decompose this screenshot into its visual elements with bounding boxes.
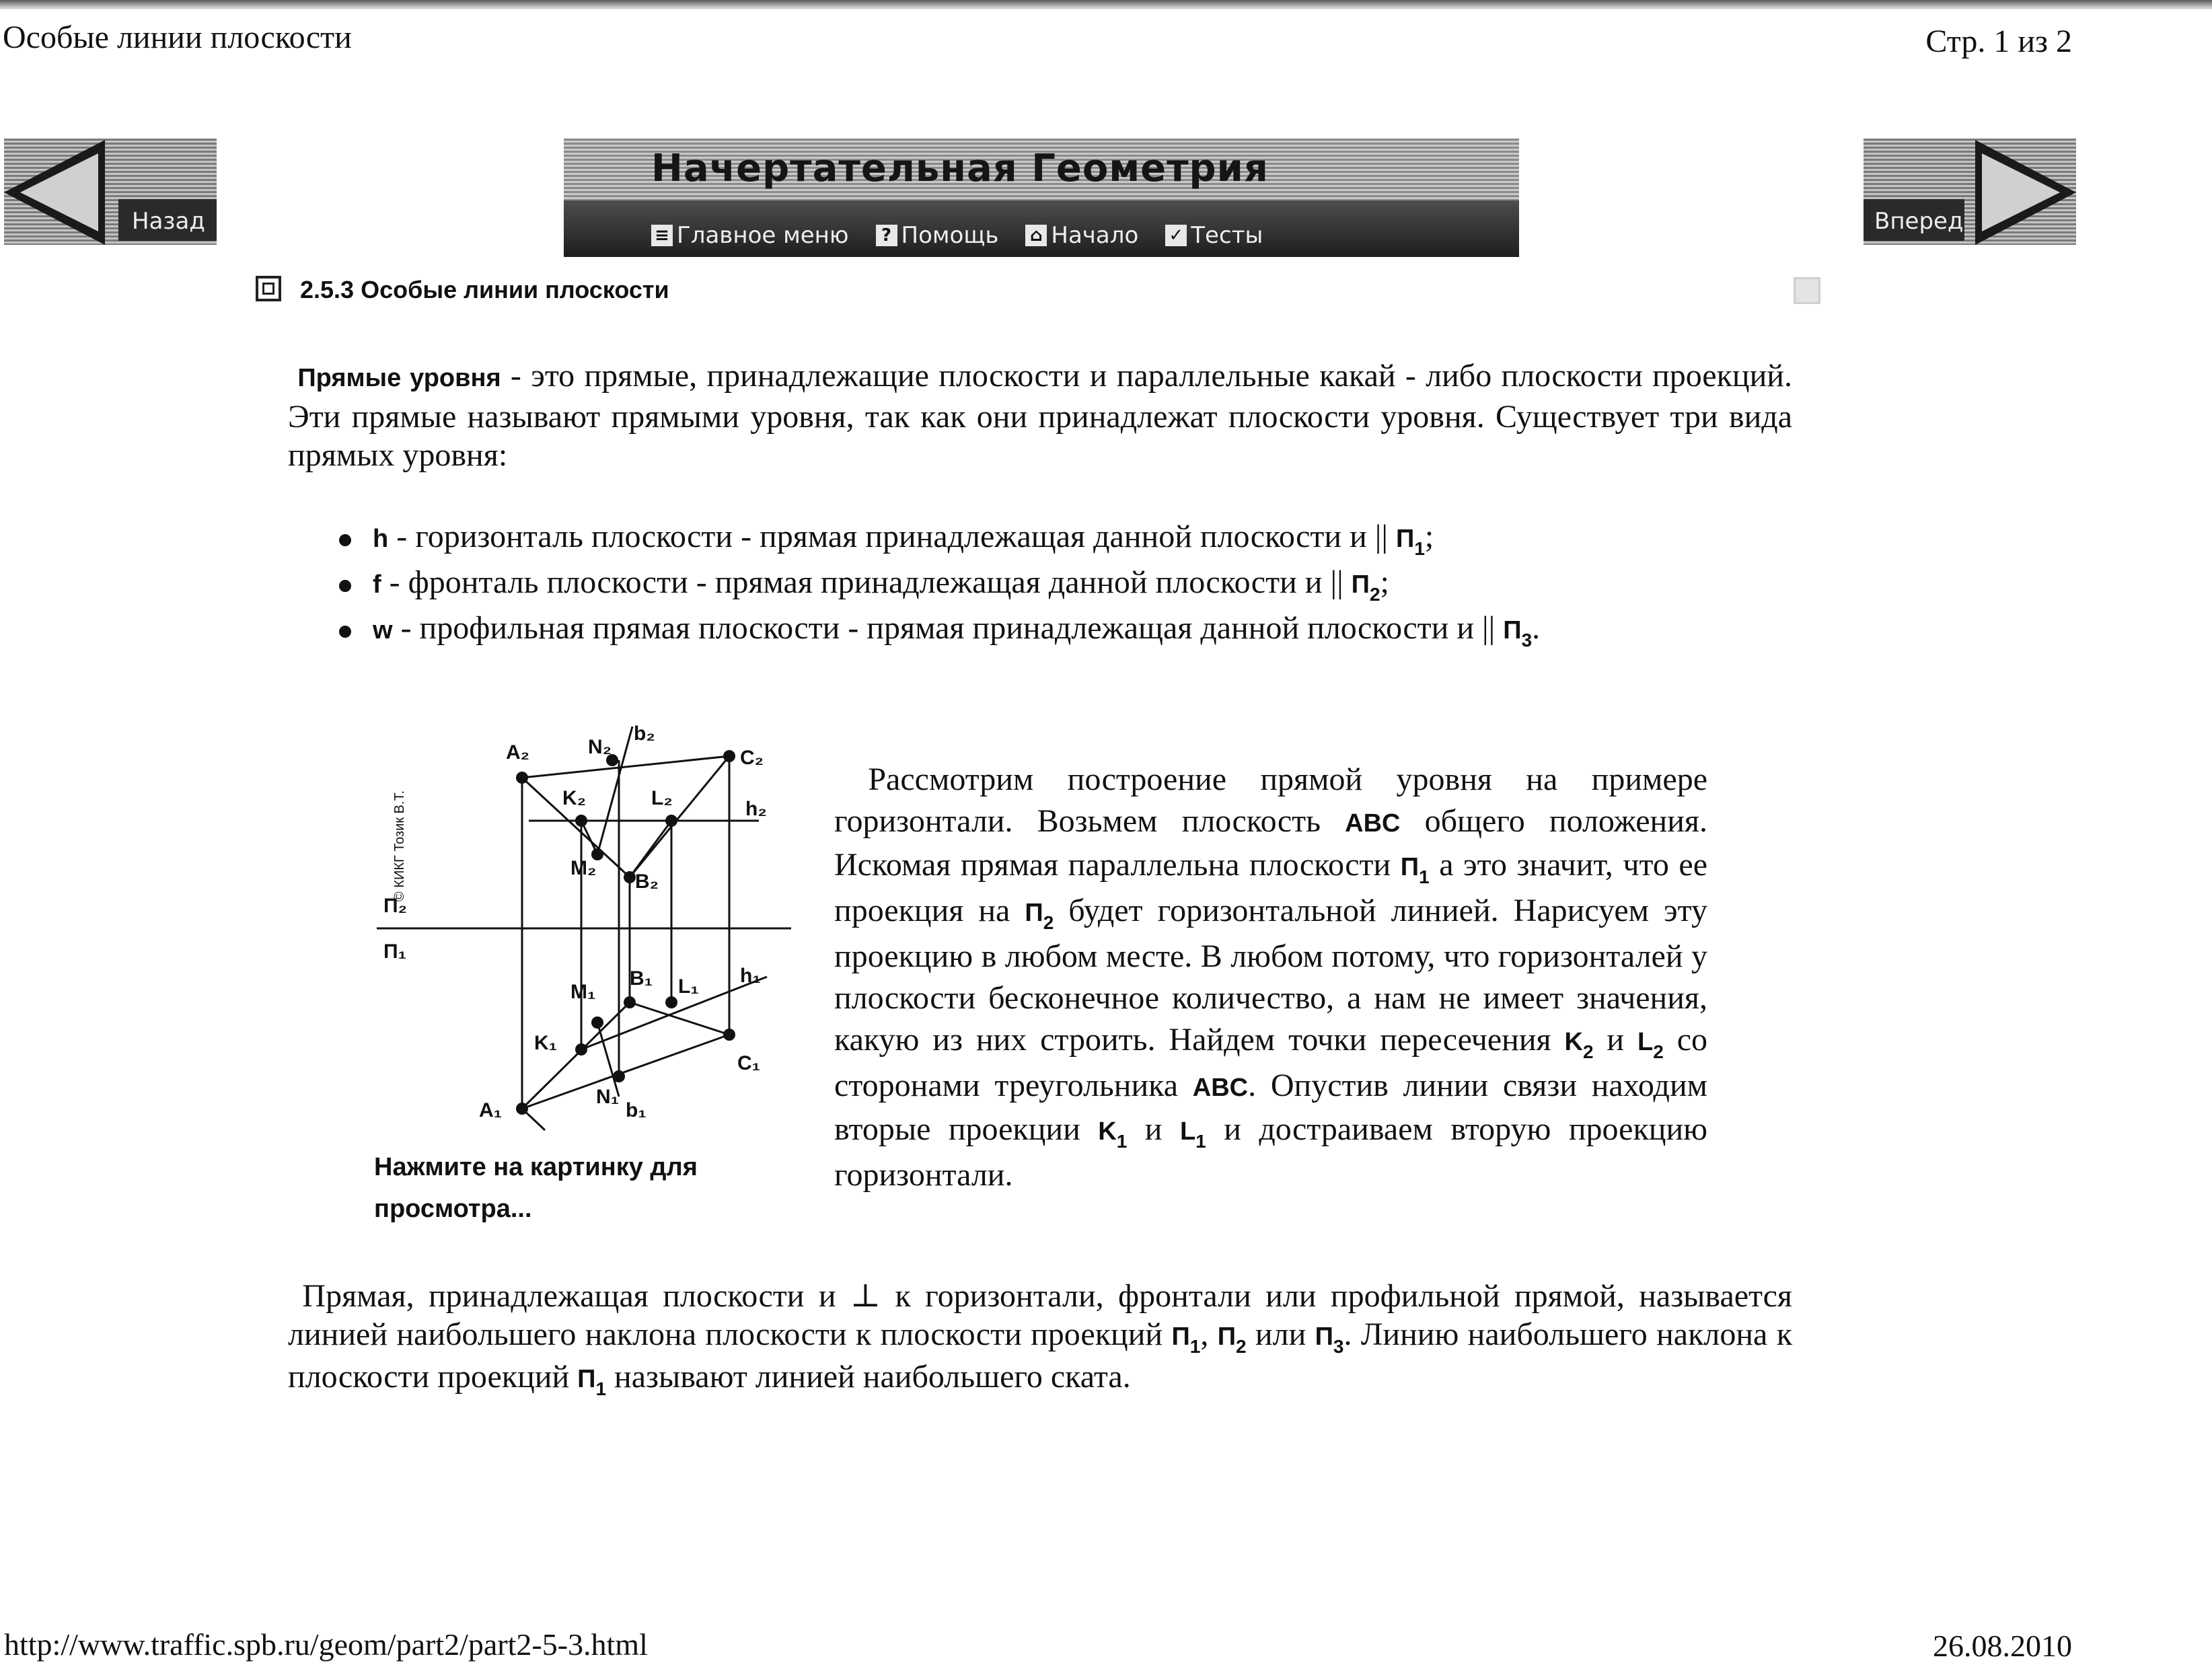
level-lines-list bbox=[336, 518, 1540, 655]
label-p2: П₂ bbox=[383, 895, 407, 917]
label-a1: A₁ bbox=[479, 1099, 503, 1121]
back-arrow-icon bbox=[4, 139, 217, 245]
label-l1: L₁ bbox=[678, 975, 699, 998]
label-k1: K₁ bbox=[534, 1032, 558, 1054]
label-m2: M₂ bbox=[570, 857, 597, 879]
label-n2: N₂ bbox=[588, 736, 612, 758]
steepest-line-paragraph: Прямая, принадлежащая плоскости и ⊥ к горизонтали, фронтали или профильной прямой, называется линией наибольшего наклона плоскости к плоскости проекций $П_1$, $П_2$ или $П_3$. Линию наибольшего наклона к плоскости проекций $П_1$ называют линией наибольшего ската. bbox=[288, 1278, 1793, 1399]
forward-button[interactable] bbox=[1864, 139, 2076, 245]
back-label: Назад bbox=[132, 208, 205, 235]
section-title: 2.5.3 Особые линии плоскости bbox=[300, 276, 669, 303]
main-menu bbox=[651, 222, 1263, 249]
tests-icon: ✓ bbox=[1165, 225, 1187, 246]
home-icon: ⌂ bbox=[1025, 225, 1047, 246]
figure-copyright: © КИКГ Тозик В.Т. bbox=[392, 790, 407, 901]
back-button[interactable] bbox=[4, 139, 217, 245]
label-b1: B₁ bbox=[630, 967, 653, 990]
label-c2: C₂ bbox=[740, 747, 764, 769]
epure-drawing bbox=[377, 713, 794, 1144]
label-k2: K₂ bbox=[562, 787, 586, 809]
menu-item-start[interactable] bbox=[1025, 222, 1138, 249]
menu-item-main-label: Главное меню bbox=[677, 222, 849, 249]
label-h1: h₁ bbox=[740, 965, 761, 987]
label-h2: h₂ bbox=[745, 798, 767, 820]
forward-label: Вперед bbox=[1874, 208, 1964, 235]
label-b1-line: b₁ bbox=[626, 1099, 647, 1121]
explanation-paragraph: Рассмотрим построение прямой уровня на примере горизонтали. Возьмем плоскость ABC общего положения. Искомая прямая параллельна плоскости $П_1$ а это значит, что ее проекция на $П_2$ будет горизонтальной линией. Нарисуем эту проекцию в любом месте. В любом потому, что горизонталей у плоскости бесконечное количество, а нам не имеет значения, какую из них строить. Найдем точки пересечения $K_2$ и $L_2$ со сторонами треугольника ABC. Опустив линии связи находим вторые проекции $K_1$ и $L_1$ и достраиваем вторую проекцию горизонтали. bbox=[834, 762, 1708, 1193]
label-p1: П₁ bbox=[383, 940, 406, 963]
intro-text: - это прямые, принадлежащие плоскости и параллельные какай - либо плоскости проекций. Эти прямые называют прямыми уровня, так как они принадлежат плоскости уровня. Существует три вида прямых уровня: bbox=[288, 358, 1792, 473]
menu-item-tests-label: Тесты bbox=[1191, 222, 1263, 249]
expand-icon[interactable] bbox=[1794, 277, 1820, 304]
menu-item-help-label: Помощь bbox=[901, 222, 999, 249]
intro-paragraph bbox=[288, 357, 1792, 474]
label-n1: N₁ bbox=[596, 1086, 620, 1108]
forward-arrow-icon bbox=[1864, 139, 2076, 245]
epure-figure[interactable] bbox=[377, 713, 794, 1144]
menu-item-help[interactable] bbox=[876, 222, 999, 249]
print-header-title: Особые линии плоскости bbox=[3, 20, 352, 55]
site-banner bbox=[564, 139, 1519, 257]
list-item: f - фронталь плоскости - прямая принадлежащая данной плоскости и || $П_2$; bbox=[336, 564, 1540, 609]
label-m1: M₁ bbox=[570, 981, 596, 1003]
menu-icon: ≡ bbox=[651, 225, 673, 246]
menu-item-main[interactable] bbox=[651, 222, 849, 249]
section-icon bbox=[256, 276, 281, 301]
label-c1: C₁ bbox=[737, 1052, 761, 1074]
label-a2: A₂ bbox=[506, 741, 529, 764]
banner-title: Начертательная Геометрия bbox=[651, 147, 1269, 190]
menu-item-start-label: Начало bbox=[1051, 222, 1139, 249]
print-footer-url[interactable]: http://www.traffic.spb.ru/geom/part2/part2-5-3.html bbox=[4, 1627, 648, 1662]
list-item: w - профильная прямая плоскости - прямая принадлежащая данной плоскости и || $П_3$. bbox=[336, 609, 1540, 655]
label-b2: B₂ bbox=[635, 870, 659, 893]
figure-caption[interactable]: Нажмите на картинку для просмотра... bbox=[374, 1153, 698, 1223]
menu-item-tests[interactable] bbox=[1165, 222, 1263, 249]
print-header-page: Стр. 1 из 2 bbox=[1925, 24, 2072, 59]
label-b2-line: b₂ bbox=[634, 723, 655, 745]
scan-edge bbox=[0, 0, 2212, 9]
intro-term: Прямые уровня bbox=[297, 364, 501, 392]
list-item: h - горизонталь плоскости - прямая принадлежащая данной плоскости и || $П_1$; bbox=[336, 518, 1540, 564]
help-icon: ? bbox=[876, 225, 897, 246]
label-l2: L₂ bbox=[651, 787, 673, 809]
print-footer-date: 26.08.2010 bbox=[1933, 1629, 2072, 1663]
